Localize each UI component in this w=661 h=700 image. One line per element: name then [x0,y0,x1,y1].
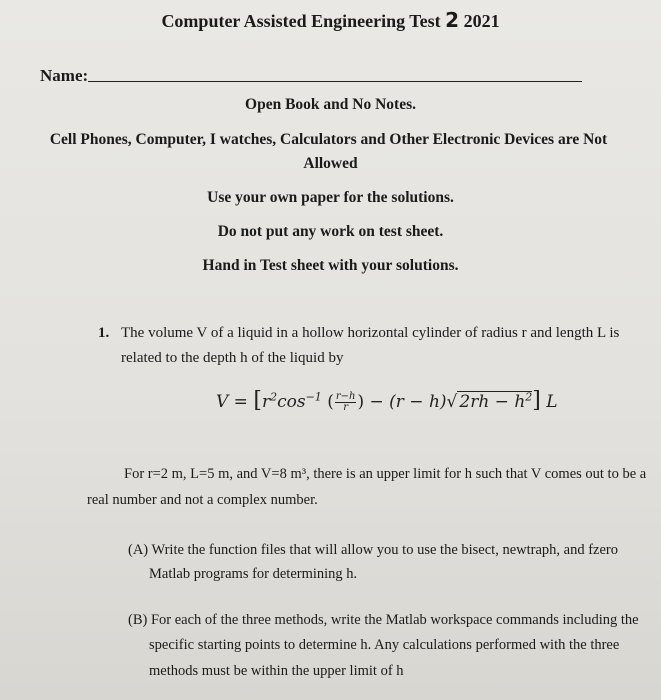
sqrt-body [457,391,532,412]
own-paper-instruction: Use your own paper for the solutions. [207,189,454,206]
sqrt-exponent: 2 [525,390,533,404]
test-number: 2 [445,8,460,32]
equation-r-exponent: 2 [270,390,278,404]
no-work-instruction: Do not put any work on test sheet. [217,223,444,240]
equation-fraction [335,392,357,413]
equation-cos-exponent: −1 [305,390,322,404]
open-book-instruction: Open Book and No Notes. [245,96,416,113]
part-b-line3: methods must be within the upper limit of h [149,663,404,679]
question-number: 1. [98,325,110,341]
name-underline [88,81,582,82]
part-b-line1: (B) For each of the three methods, write the Matlab workspace commands including the [128,612,639,628]
test-year: 2021 [463,11,500,31]
equation-tail: L [546,392,558,412]
fraction-denominator: r [343,402,349,413]
sqrt-content: 2rh − h [459,392,526,412]
volume-equation [216,388,558,413]
devices-instruction-line1: Cell Phones, Computer, I watches, Calculators and Other Electronic Devices are Not [49,131,608,148]
sqrt-sign: √ [446,392,458,412]
equation-r: r [261,392,271,412]
part-b-line2: specific starting points to determine h. Any calculations performed with the three [149,637,620,653]
test-title-text: Computer Assisted Engineering Test [161,11,441,31]
equation-cos: cos [277,392,306,412]
fraction-numerator: r−h [335,391,356,402]
name-label: Name: [40,66,89,85]
part-a-line2: Matlab programs for determining h. [149,566,358,582]
right-paren: ) [357,392,365,412]
equation-minus-term: − (r − h) [369,392,447,412]
left-bracket: [ [253,388,262,413]
equation-lhs: V = [216,392,248,412]
test-title [0,8,661,32]
devices-instruction-line2: Allowed [303,155,358,172]
question-text-line2: related to the depth h of the liquid by [121,350,344,366]
given-values-line1: For r=2 m, L=5 m, and V=8 m³, there is an upper limit for h such that V comes out to be a [124,466,647,482]
given-values-line2: real number and not a complex number. [87,492,318,508]
left-paren: ( [327,392,334,412]
right-bracket: ] [532,388,541,413]
part-a-line1: (A) Write the function files that will allow you to use the bisect, newtraph, and fzero [128,542,618,558]
question-text-line1: The volume V of a liquid in a hollow horizontal cylinder of radius r and length L is [121,325,620,341]
hand-in-instruction: Hand in Test sheet with your solutions. [202,257,459,274]
